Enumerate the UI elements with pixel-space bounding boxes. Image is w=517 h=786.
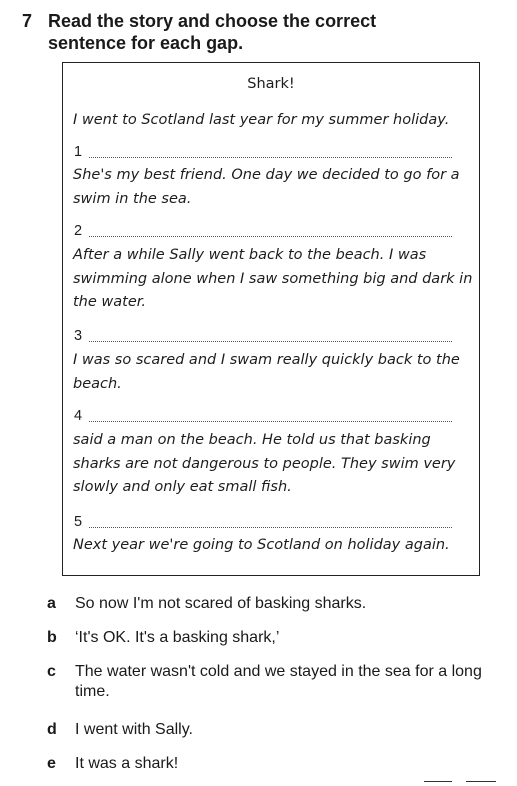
story-box [62, 62, 480, 576]
story-title: Shark! [247, 76, 295, 92]
option-letter: b [47, 629, 57, 646]
option-letter: c [47, 663, 56, 680]
option-e[interactable] [47, 754, 497, 774]
gap-number: 2 [74, 223, 83, 239]
option-text: So now I'm not scared of basking sharks. [75, 595, 367, 612]
gap-dotted-line [89, 236, 452, 237]
gap-1[interactable] [74, 143, 452, 161]
gap-2[interactable] [74, 222, 452, 240]
exercise-header [22, 10, 492, 54]
answer-blank[interactable] [466, 781, 496, 782]
option-c[interactable] [47, 662, 497, 702]
option-text: It was a shark! [75, 755, 179, 772]
story-paragraph: Next year we're going to Scotland on holiday again. [73, 537, 450, 553]
gap-dotted-line [89, 527, 452, 528]
answer-blank[interactable] [424, 781, 452, 782]
option-letter: e [47, 755, 56, 772]
gap-dotted-line [89, 421, 452, 422]
option-text: ‘It's OK. It's a basking shark,’ [75, 629, 280, 646]
gap-4[interactable] [74, 407, 452, 425]
gap-number: 4 [74, 408, 83, 424]
option-a[interactable] [47, 594, 497, 614]
option-text: The water wasn't cold and we stayed in the sea for a long time. [75, 663, 482, 700]
gap-dotted-line [89, 157, 452, 158]
story-paragraph: After a while Sally went back to the beach. I was swimming alone when I saw something big and dark in the water. [73, 247, 473, 310]
option-letter: a [47, 595, 56, 612]
gap-number: 3 [74, 328, 83, 344]
gap-3[interactable] [74, 327, 452, 345]
option-d[interactable] [47, 720, 497, 740]
exercise-instruction-continued: sentence for each gap. [48, 33, 244, 53]
story-paragraph: said a man on the beach. He told us that basking sharks are not dangerous to people. They swim very slowly and only eat small fish. [73, 432, 456, 495]
gap-dotted-line [89, 341, 452, 342]
option-letter: d [47, 721, 57, 738]
gap-5[interactable] [74, 513, 452, 531]
option-b[interactable] [47, 628, 497, 648]
story-paragraph: She's my best friend. One day we decided to go for a swim in the sea. [73, 167, 460, 207]
gap-number: 1 [74, 144, 83, 160]
exercise-instruction: Read the story and choose the correct [48, 11, 377, 31]
exercise-number: 7 [22, 11, 33, 31]
story-paragraph: I was so scared and I swam really quickly back to the beach. [73, 352, 460, 392]
option-text: I went with Sally. [75, 721, 193, 738]
gap-number: 5 [74, 514, 83, 530]
story-paragraph: I went to Scotland last year for my summer holiday. [73, 112, 450, 128]
